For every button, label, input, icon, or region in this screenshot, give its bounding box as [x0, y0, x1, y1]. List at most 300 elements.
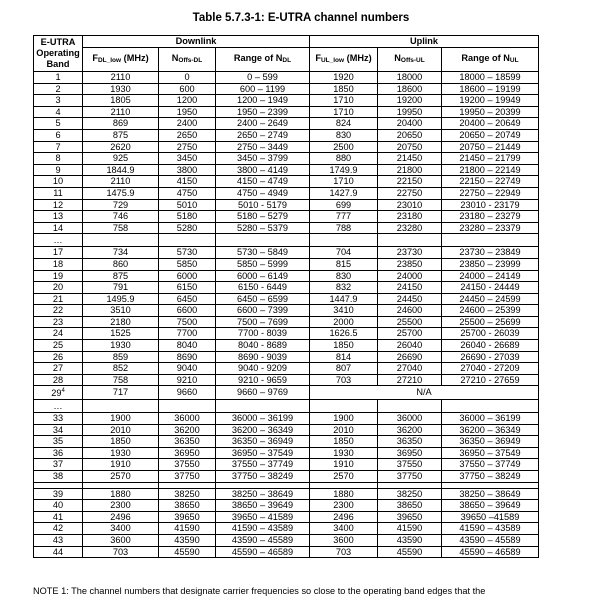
band-cell: 33: [34, 413, 83, 425]
ndl-cell: 36950: [159, 447, 216, 459]
band-cell: 38: [34, 471, 83, 483]
ndl-cell: 43590: [159, 535, 216, 547]
fdl-cell: 746: [83, 211, 159, 223]
table-row: [34, 500, 539, 512]
ful-cell: 1427.9: [310, 187, 378, 199]
ndl-cell: 5280: [159, 222, 216, 234]
fdl-cell: 3400: [83, 523, 159, 535]
fdl-cell: 1475.9: [83, 187, 159, 199]
nul-cell: 25700: [378, 328, 442, 340]
rdl-cell: 45590 – 46589: [216, 546, 310, 558]
band-cell: 21: [34, 293, 83, 305]
rdl-cell: 37750 – 38249: [216, 471, 310, 483]
fdl-cell: 2110: [83, 72, 159, 84]
nul-cell: 27210: [378, 374, 442, 386]
ful-cell: 830: [310, 270, 378, 282]
ndl-cell: 4750: [159, 187, 216, 199]
band-cell: 39: [34, 488, 83, 500]
rul-cell: 38250 – 38649: [442, 488, 539, 500]
ndl-cell: 41590: [159, 523, 216, 535]
fdl-cell: 758: [83, 222, 159, 234]
fdl-cell: 1930: [83, 447, 159, 459]
nul-cell: 18000: [378, 72, 442, 84]
ful-cell: 814: [310, 351, 378, 363]
rul-cell: 20750 – 21449: [442, 141, 539, 153]
nul-cell: 19200: [378, 95, 442, 107]
range-nul-header: Range of $N_{UL}$: [442, 48, 539, 72]
fdl-cell: 860: [83, 258, 159, 270]
rdl-cell: 36200 – 36349: [216, 424, 310, 436]
table-title: Table 5.7.3-1: E-UTRA channel numbers: [192, 12, 410, 24]
ful-cell: 1880: [310, 488, 378, 500]
rdl-cell: 9210 - 9659: [216, 374, 310, 386]
rul-cell: 20650 – 20749: [442, 129, 539, 141]
noffs-dl-header: $N_{Offs-DL}$: [159, 48, 216, 72]
fdl-cell: 859: [83, 351, 159, 363]
table-row: [34, 141, 539, 153]
rdl-cell: 5180 – 5279: [216, 211, 310, 223]
rul-cell: 37550 – 37749: [442, 459, 539, 471]
rdl-cell: 36000 – 36199: [216, 413, 310, 425]
table-row: [34, 211, 539, 223]
rdl-cell: 38250 – 38649: [216, 488, 310, 500]
ndl-cell: 37750: [159, 471, 216, 483]
band-cell: 2: [34, 83, 83, 95]
rul-cell: 24000 – 24149: [442, 270, 539, 282]
table-row: [34, 340, 539, 352]
band-cell: 19: [34, 270, 83, 282]
fdl-cell: 729: [83, 199, 159, 211]
rdl-cell: 9040 - 9209: [216, 363, 310, 375]
nul-cell: 21800: [378, 164, 442, 176]
table-row: [34, 293, 539, 305]
ful-cell: 2300: [310, 500, 378, 512]
table-row: [34, 424, 539, 436]
rul-cell: 36950 – 37549: [442, 447, 539, 459]
rdl-cell: 1950 – 2399: [216, 106, 310, 118]
ful-low-header: $F_{UL\_low}$ (MHz): [310, 48, 378, 72]
fdl-cell: 925: [83, 153, 159, 165]
downlink-header: Downlink: [83, 36, 310, 48]
ndl-cell: 7500: [159, 316, 216, 328]
ful-cell: 1710: [310, 176, 378, 188]
fdl-cell: 1900: [83, 413, 159, 425]
nul-cell: 24450: [378, 293, 442, 305]
ful-cell: 1900: [310, 413, 378, 425]
ndl-cell: 3800: [159, 164, 216, 176]
nul-cell: 24150: [378, 282, 442, 294]
band-cell: 42: [34, 523, 83, 535]
nul-cell: 18600: [378, 83, 442, 95]
rul-cell: 27040 - 27209: [442, 363, 539, 375]
nul-cell: 38650: [378, 500, 442, 512]
band-cell: 34: [34, 424, 83, 436]
table-row: [34, 164, 539, 176]
rul-cell: 39650 –41589: [442, 511, 539, 523]
table-row: [34, 363, 539, 375]
band-cell: 44: [34, 546, 83, 558]
ful-cell: 815: [310, 258, 378, 270]
rul-cell: 23180 – 23279: [442, 211, 539, 223]
rdl-cell: 6450 – 6599: [216, 293, 310, 305]
table-row: [34, 187, 539, 199]
table-row: [34, 511, 539, 523]
rdl-cell: 5850 – 5999: [216, 258, 310, 270]
rul-cell: 26690 - 27039: [442, 351, 539, 363]
fdl-cell: 2620: [83, 141, 159, 153]
table-row: [34, 258, 539, 270]
table-row: [34, 72, 539, 84]
rdl-cell: 36350 – 36949: [216, 436, 310, 448]
rdl-cell: 2400 – 2649: [216, 118, 310, 130]
band-cell: 10: [34, 176, 83, 188]
nul-cell: 41590: [378, 523, 442, 535]
table-row: [34, 351, 539, 363]
table-row: [34, 328, 539, 340]
nul-cell: 26040: [378, 340, 442, 352]
rdl-cell: 7500 – 7699: [216, 316, 310, 328]
ful-cell: 3410: [310, 305, 378, 317]
rul-cell: 24150 - 24449: [442, 282, 539, 294]
rdl-cell: 9660 – 9769: [216, 386, 310, 400]
ful-cell: 2496: [310, 511, 378, 523]
rdl-cell: 8040 - 8689: [216, 340, 310, 352]
rdl-cell: 600 – 1199: [216, 83, 310, 95]
ndl-cell: 9660: [159, 386, 216, 400]
ndl-cell: 45590: [159, 546, 216, 558]
ful-cell: 699: [310, 199, 378, 211]
band-cell: 6: [34, 129, 83, 141]
table-row: [34, 488, 539, 500]
ful-cell: 1710: [310, 95, 378, 107]
fdl-cell: 1525: [83, 328, 159, 340]
fdl-cell: 703: [83, 546, 159, 558]
fdl-cell: 2180: [83, 316, 159, 328]
rdl-cell: 5280 – 5379: [216, 222, 310, 234]
table-row: [34, 95, 539, 107]
rul-cell: 43590 – 45589: [442, 535, 539, 547]
band-cell: 9: [34, 164, 83, 176]
ndl-cell: 37550: [159, 459, 216, 471]
ful-cell: 824: [310, 118, 378, 130]
ndl-cell: 38250: [159, 488, 216, 500]
table-row: [34, 129, 539, 141]
rul-cell: 23850 – 23999: [442, 258, 539, 270]
nul-cell: 24600: [378, 305, 442, 317]
rdl-cell: 43590 – 45589: [216, 535, 310, 547]
ndl-cell: 8690: [159, 351, 216, 363]
rdl-cell: 3800 – 4149: [216, 164, 310, 176]
ful-cell: 1920: [310, 72, 378, 84]
nul-cell: 23280: [378, 222, 442, 234]
rul-cell: 24450 – 24599: [442, 293, 539, 305]
nul-cell: 27040: [378, 363, 442, 375]
ful-cell: 3600: [310, 535, 378, 547]
rdl-cell: 7700 - 8039: [216, 328, 310, 340]
ndl-cell: 38650: [159, 500, 216, 512]
band-cell: 22: [34, 305, 83, 317]
rul-cell: 25500 – 25699: [442, 316, 539, 328]
nul-cell: 24000: [378, 270, 442, 282]
band-cell: 12: [34, 199, 83, 211]
rdl-cell: 41590 – 43589: [216, 523, 310, 535]
band-cell: 20: [34, 282, 83, 294]
nul-cell: 20750: [378, 141, 442, 153]
fdl-cell: 3600: [83, 535, 159, 547]
rdl-cell: 6600 – 7399: [216, 305, 310, 317]
table-row: [34, 176, 539, 188]
ful-cell: 3400: [310, 523, 378, 535]
ndl-cell: 5180: [159, 211, 216, 223]
fdl-cell: 1930: [83, 340, 159, 352]
band-cell: 26: [34, 351, 83, 363]
rul-cell: 25700 - 26039: [442, 328, 539, 340]
table-row: [34, 316, 539, 328]
ndl-cell: 2750: [159, 141, 216, 153]
rul-cell: 45590 – 46589: [442, 546, 539, 558]
rows-group-c: [34, 413, 539, 483]
ful-cell: 2570: [310, 471, 378, 483]
rul-cell: 36350 – 36949: [442, 436, 539, 448]
rows-group-a: [34, 72, 539, 234]
band-cell: 7: [34, 141, 83, 153]
nul-cell: 20400: [378, 118, 442, 130]
fdl-cell: 875: [83, 129, 159, 141]
ndl-cell: 1200: [159, 95, 216, 107]
band-cell: 8: [34, 153, 83, 165]
nul-cell: 22750: [378, 187, 442, 199]
rdl-cell: 4750 – 4949: [216, 187, 310, 199]
fdl-cell: 2010: [83, 424, 159, 436]
rdl-cell: 37550 – 37749: [216, 459, 310, 471]
band-cell: 5: [34, 118, 83, 130]
ndl-cell: 5010: [159, 199, 216, 211]
table-row: [34, 270, 539, 282]
band-cell: 35: [34, 436, 83, 448]
rul-cell: 26040 - 26689: [442, 340, 539, 352]
ful-cell: 807: [310, 363, 378, 375]
ful-cell: 1910: [310, 459, 378, 471]
rul-cell: 21450 – 21799: [442, 153, 539, 165]
rdl-cell: 5730 – 5849: [216, 247, 310, 259]
rdl-cell: 2750 – 3449: [216, 141, 310, 153]
ndl-cell: 8040: [159, 340, 216, 352]
ful-cell: 2000: [310, 316, 378, 328]
ndl-cell: 0: [159, 72, 216, 84]
ndl-cell: 600: [159, 83, 216, 95]
fdl-cell: 2300: [83, 500, 159, 512]
ndl-cell: 3450: [159, 153, 216, 165]
band-cell: 41: [34, 511, 83, 523]
fdl-low-header: $F_{DL\_low}$ (MHz): [83, 48, 159, 72]
ndl-cell: 7700: [159, 328, 216, 340]
nul-cell: 19950: [378, 106, 442, 118]
rul-cell: 27210 - 27659: [442, 374, 539, 386]
ful-cell: 1447.9: [310, 293, 378, 305]
fdl-cell: 1495.9: [83, 293, 159, 305]
nul-cell: 45590: [378, 546, 442, 558]
channel-number-table: [33, 35, 539, 558]
band-cell: 28: [34, 374, 83, 386]
table-row: [34, 305, 539, 317]
table-row: [34, 523, 539, 535]
ful-cell: 832: [310, 282, 378, 294]
ndl-cell: 2400: [159, 118, 216, 130]
ful-cell: 1749.9: [310, 164, 378, 176]
ful-cell: 1850: [310, 340, 378, 352]
ful-cell: 788: [310, 222, 378, 234]
ndl-cell: 6450: [159, 293, 216, 305]
ndl-cell: 36350: [159, 436, 216, 448]
table-row: [34, 413, 539, 425]
table-row: [34, 118, 539, 130]
fdl-cell: 734: [83, 247, 159, 259]
gap-row-2: [34, 400, 539, 413]
nul-cell: 26690: [378, 351, 442, 363]
rul-cell: 20400 – 20649: [442, 118, 539, 130]
nul-cell: 23180: [378, 211, 442, 223]
nul-cell: 36200: [378, 424, 442, 436]
band-cell: 23: [34, 316, 83, 328]
fdl-cell: 1844.9: [83, 164, 159, 176]
rul-cell: 18600 – 19199: [442, 83, 539, 95]
band-cell: 40: [34, 500, 83, 512]
band-cell: 18: [34, 258, 83, 270]
rows-group-b: [34, 247, 539, 386]
rul-cell: 23010 - 23179: [442, 199, 539, 211]
rul-cell: 24600 – 25399: [442, 305, 539, 317]
ndl-cell: 39650: [159, 511, 216, 523]
gap-row-1: [34, 234, 539, 247]
band-cell: 3: [34, 95, 83, 107]
ndl-cell: 36200: [159, 424, 216, 436]
band-header: [34, 36, 83, 72]
rdl-cell: 2650 – 2749: [216, 129, 310, 141]
rul-cell: 22150 – 22749: [442, 176, 539, 188]
row-band-29: [34, 386, 539, 400]
ful-cell: 703: [310, 546, 378, 558]
rul-cell: 22750 – 22949: [442, 187, 539, 199]
range-ndl-header: Range of $N_{DL}$: [216, 48, 310, 72]
rdl-cell: 36950 – 37549: [216, 447, 310, 459]
table-row: [34, 459, 539, 471]
fdl-cell: 791: [83, 282, 159, 294]
band-cell: 24: [34, 328, 83, 340]
ful-cell: 880: [310, 153, 378, 165]
ful-cell: 2010: [310, 424, 378, 436]
fdl-cell: 2110: [83, 176, 159, 188]
fdl-cell: 869: [83, 118, 159, 130]
table-row: [34, 374, 539, 386]
nul-cell: 37550: [378, 459, 442, 471]
table-row: [34, 447, 539, 459]
band-cell: 13: [34, 211, 83, 223]
nul-cell: 23730: [378, 247, 442, 259]
rul-cell: 41590 – 43589: [442, 523, 539, 535]
gap-ellipsis: …: [34, 400, 83, 413]
table-row: [34, 436, 539, 448]
fdl-cell: 3510: [83, 305, 159, 317]
ful-cell: 1850: [310, 83, 378, 95]
ndl-cell: 5730: [159, 247, 216, 259]
rul-cell: 38650 – 39649: [442, 500, 539, 512]
ndl-cell: 4150: [159, 176, 216, 188]
rdl-cell: 39650 – 41589: [216, 511, 310, 523]
nul-cell: 37750: [378, 471, 442, 483]
ful-cell: 703: [310, 374, 378, 386]
ndl-cell: 9040: [159, 363, 216, 375]
gap-ellipsis: …: [34, 234, 83, 247]
noffs-ul-header: $N_{Offs-UL}$: [378, 48, 442, 72]
nul-cell: 36350: [378, 436, 442, 448]
nul-cell: 36950: [378, 447, 442, 459]
fdl-cell: 1930: [83, 83, 159, 95]
rdl-cell: 3450 – 3799: [216, 153, 310, 165]
table-row: [34, 247, 539, 259]
uplink-header: Uplink: [310, 36, 539, 48]
rdl-cell: 38650 – 39649: [216, 500, 310, 512]
nul-cell: 25500: [378, 316, 442, 328]
ful-cell: 777: [310, 211, 378, 223]
fdl-cell: 875: [83, 270, 159, 282]
rdl-cell: 6150 - 6449: [216, 282, 310, 294]
ful-cell: 2500: [310, 141, 378, 153]
nul-cell: 38250: [378, 488, 442, 500]
fdl-cell: 2110: [83, 106, 159, 118]
table-row: [34, 83, 539, 95]
rul-cell: 19950 – 20399: [442, 106, 539, 118]
fdl-cell: 758: [83, 374, 159, 386]
band-cell: 1: [34, 72, 83, 84]
band-cell: 11: [34, 187, 83, 199]
ndl-cell: 9210: [159, 374, 216, 386]
band-header-label: E-UTRA Operating Band: [36, 37, 80, 69]
table-row: [34, 282, 539, 294]
fdl-cell: 852: [83, 363, 159, 375]
rdl-cell: 5010 - 5179: [216, 199, 310, 211]
ndl-cell: 6000: [159, 270, 216, 282]
band-cell: 4: [34, 106, 83, 118]
band-cell: 36: [34, 447, 83, 459]
ful-cell: 704: [310, 247, 378, 259]
ful-cell: 830: [310, 129, 378, 141]
ndl-cell: 5850: [159, 258, 216, 270]
band-cell: $29^4$: [34, 386, 83, 400]
nul-cell: 23850: [378, 258, 442, 270]
ndl-cell: 6150: [159, 282, 216, 294]
fdl-cell: 2496: [83, 511, 159, 523]
rul-cell: 23730 – 23849: [442, 247, 539, 259]
table-row: [34, 222, 539, 234]
fdl-cell: 717: [83, 386, 159, 400]
rul-cell: 37750 – 38249: [442, 471, 539, 483]
fdl-cell: 1910: [83, 459, 159, 471]
band-cell: 14: [34, 222, 83, 234]
uplink-na-cell: N/A: [310, 386, 539, 400]
band-cell: 27: [34, 363, 83, 375]
band-cell: 17: [34, 247, 83, 259]
rul-cell: 18000 – 18599: [442, 72, 539, 84]
table-row: [34, 546, 539, 558]
rdl-cell: 8690 - 9039: [216, 351, 310, 363]
table-row: [34, 106, 539, 118]
rul-cell: 21800 – 22149: [442, 164, 539, 176]
band-cell: 43: [34, 535, 83, 547]
nul-cell: 22150: [378, 176, 442, 188]
rdl-cell: 1200 – 1949: [216, 95, 310, 107]
ful-cell: 1930: [310, 447, 378, 459]
rdl-cell: 4150 – 4749: [216, 176, 310, 188]
